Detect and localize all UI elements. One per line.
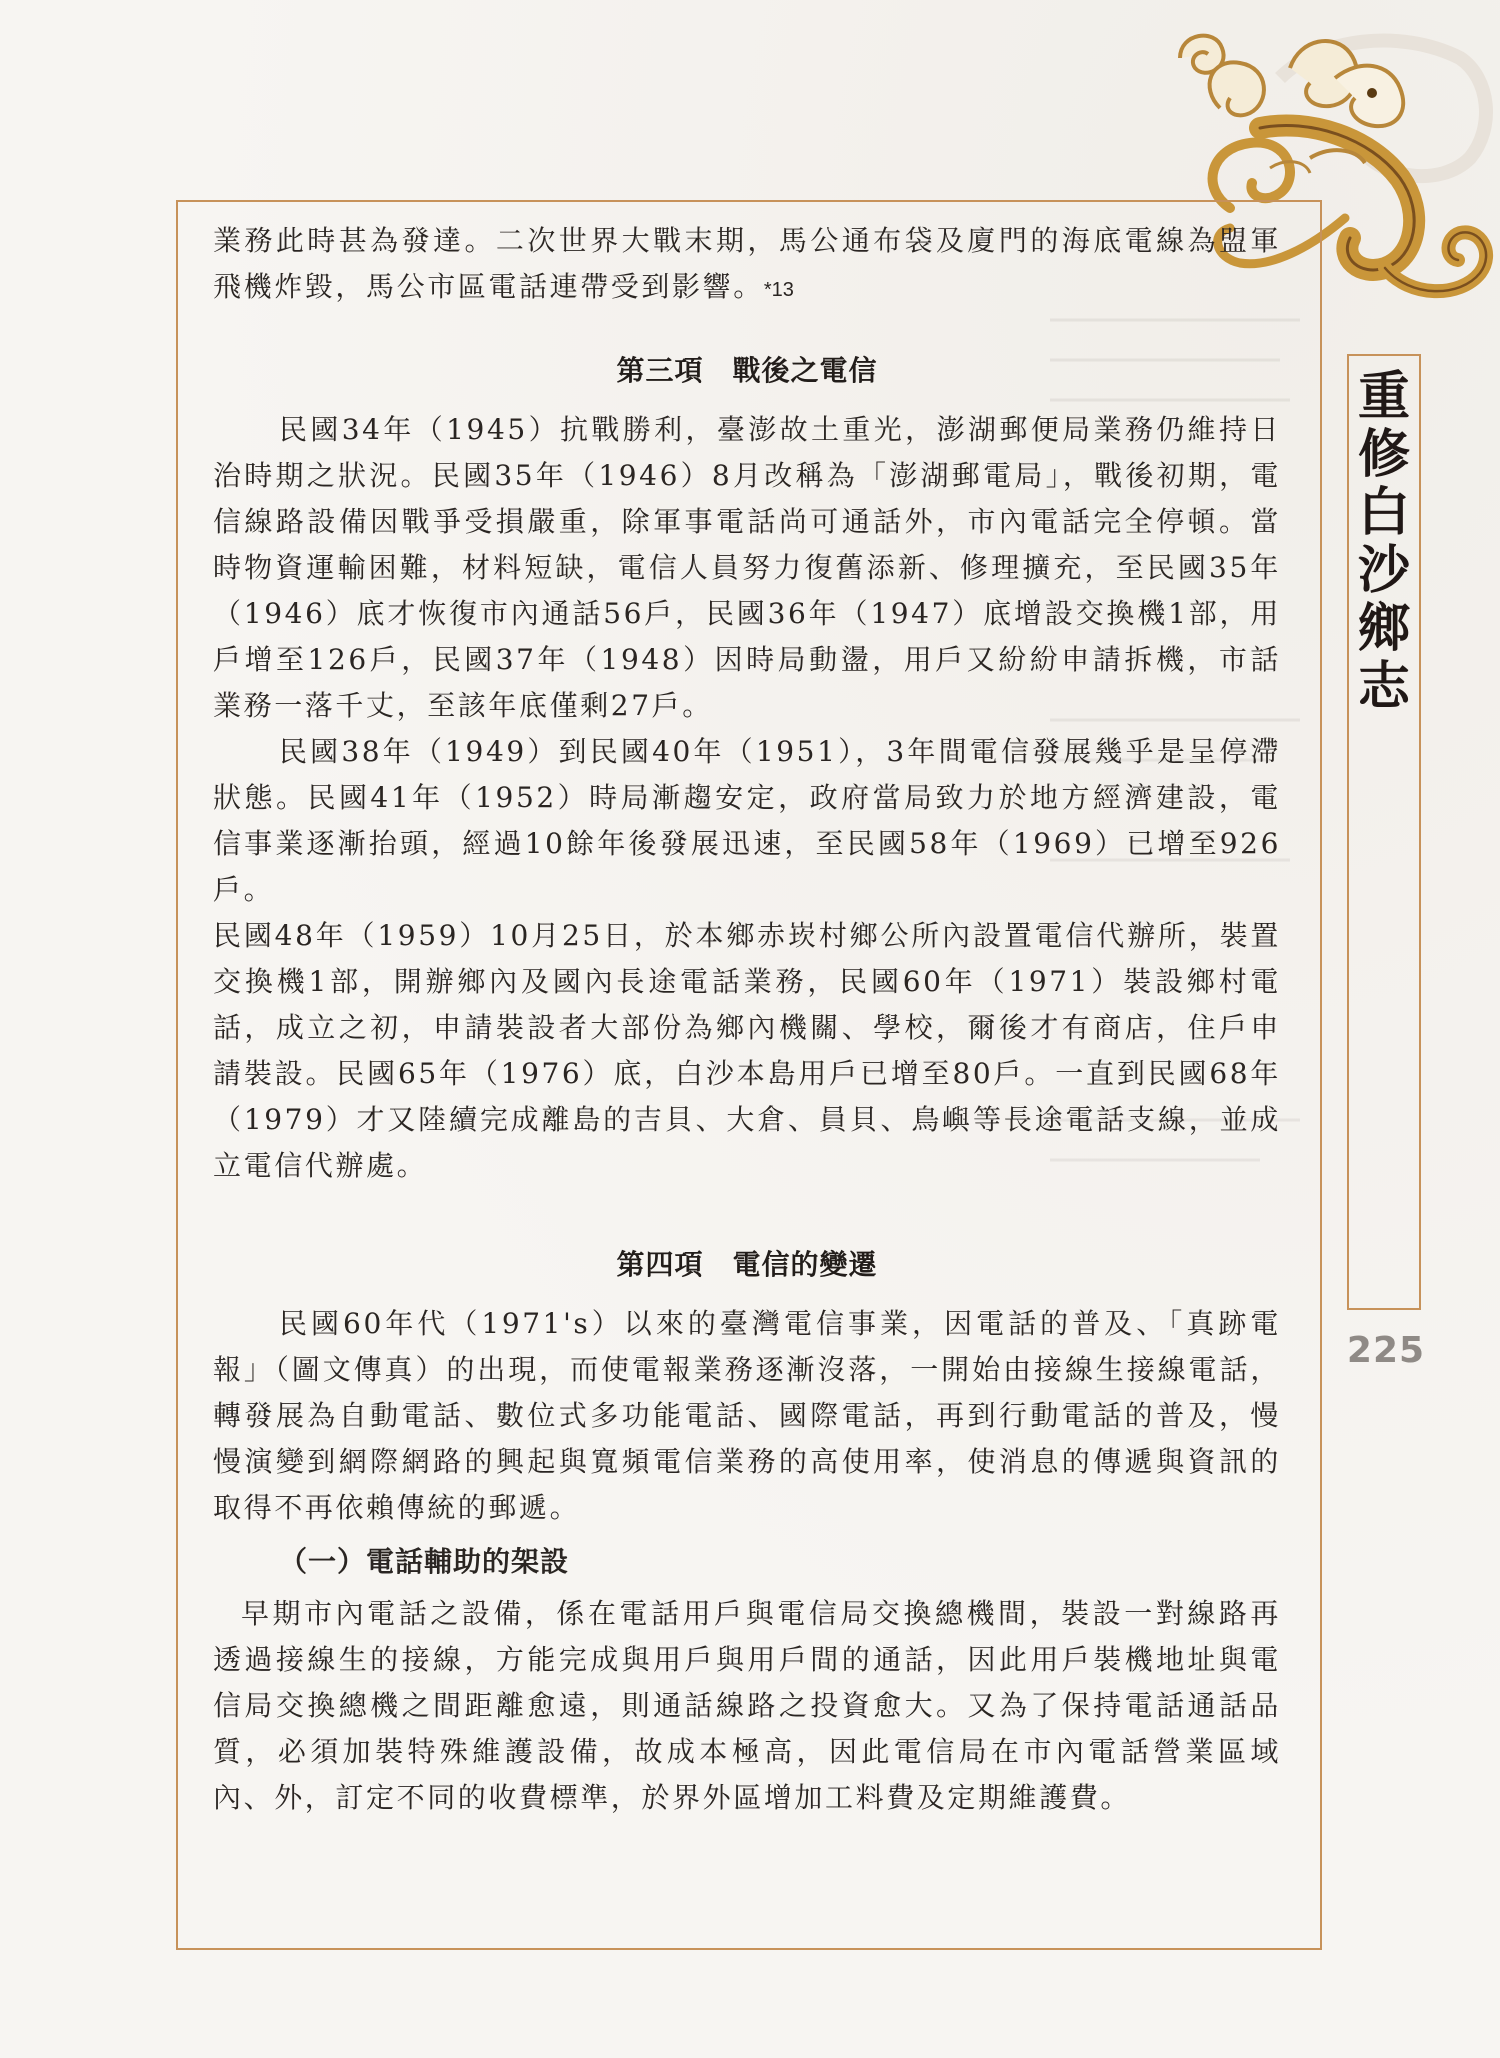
side-title-char: 沙: [1357, 541, 1410, 601]
side-title-char: 鄉: [1357, 599, 1410, 659]
section-3-paragraph-1: 民國34年（1945）抗戰勝利，臺澎故土重光，澎湖郵便局業務仍維持日治時期之狀況。民國35年（1946）8月改稱為「澎湖郵電局」，戰後初期，電信線路設備因戰爭受損嚴重，除軍事電話尚可通話外，市內電話完全停頓。當時物資運輸困難，材料短缺，電信人員努力復舊添新、修理擴充，至民國35年（1946）底才恢復市內通話56戶，民國36年（1947）底增設交換機1部，用戶增至126戶，民國37年（1948）因時局動盪，用戶又紛紛申請拆機，市話業務一落千丈，至該年底僅剩27戶。: [213, 413, 1281, 722]
section-3-title: 第三項 戰後之電信: [616, 355, 878, 386]
main-content: [213, 218, 1281, 1821]
subsection-paragraph: 早期市內電話之設備，係在電話用戶與電信局交換總機間，裝設一對線路再透過接線生的接線，方能完成與用戶與用戶間的通話，因此用戶裝機地址與電信局交換總機之間距離愈遠，則通話線路之投資愈大。又為了保持電話通話品質，必須加裝特殊維護設備，故成本極高，因此電信局在市內電話營業區域內、外，訂定不同的收費標準，於界外區增加工料費及定期維護費。: [213, 1597, 1281, 1814]
section-3-paragraph-3: 民國48年（1959）10月25日，於本鄉赤崁村鄉公所內設置電信代辦所，裝置交換機1部，開辦鄉內及國內長途電話業務，民國60年（1971）裝設鄉村電話，成立之初，申請裝設者大部份為鄉內機關、學校，爾後才有商店，住戶申請裝設。民國65年（1976）底，白沙本島用戶已增至80戶。一直到民國68年（1979）才又陸續完成離島的吉貝、大倉、員貝、鳥嶼等長途電話支線，並成立電信代辦處。: [213, 919, 1281, 1182]
section-4-title: 第四項 電信的變遷: [616, 1249, 878, 1280]
intro-paragraph: 業務此時甚為發達。二次世界大戰末期，馬公通布袋及廈門的海底電線為盟軍飛機炸毀，馬公市區電話連帶受到影響。*13: [213, 224, 1281, 303]
side-title-char: 志: [1357, 657, 1410, 717]
section-4-paragraph: 民國60年代（1971's）以來的臺灣電信事業，因電話的普及、「真跡電報」（圖文傳真）的出現，而使電報業務逐漸沒落，一開始由接線生接線電話，轉發展為自動電話、數位式多功能電話、國際電話，再到行動電話的普及，慢慢演變到網際網路的興起與寬頻電信業務的高使用率，使消息的傳遞與資訊的取得不再依賴傳統的郵遞。: [213, 1307, 1281, 1524]
subsection-heading: （一）電話輔助的架設: [279, 1546, 570, 1577]
side-title-char: 白: [1357, 483, 1410, 543]
footnote-marker: *13: [763, 279, 794, 301]
side-title-char: 修: [1357, 425, 1410, 485]
side-book-title: [1352, 368, 1416, 716]
section-3-paragraph-2: 民國38年（1949）到民國40年（1951），3年間電信發展幾乎是呈停滯狀態。民國41年（1952）時局漸趨安定，政府當局致力於地方經濟建設，電信事業逐漸抬頭，經過10餘年後發展迅速，至民國58年（1969）已增至926戶。: [213, 735, 1281, 906]
side-title-char: 重: [1357, 367, 1410, 427]
page-number: 225: [1346, 1330, 1426, 1371]
